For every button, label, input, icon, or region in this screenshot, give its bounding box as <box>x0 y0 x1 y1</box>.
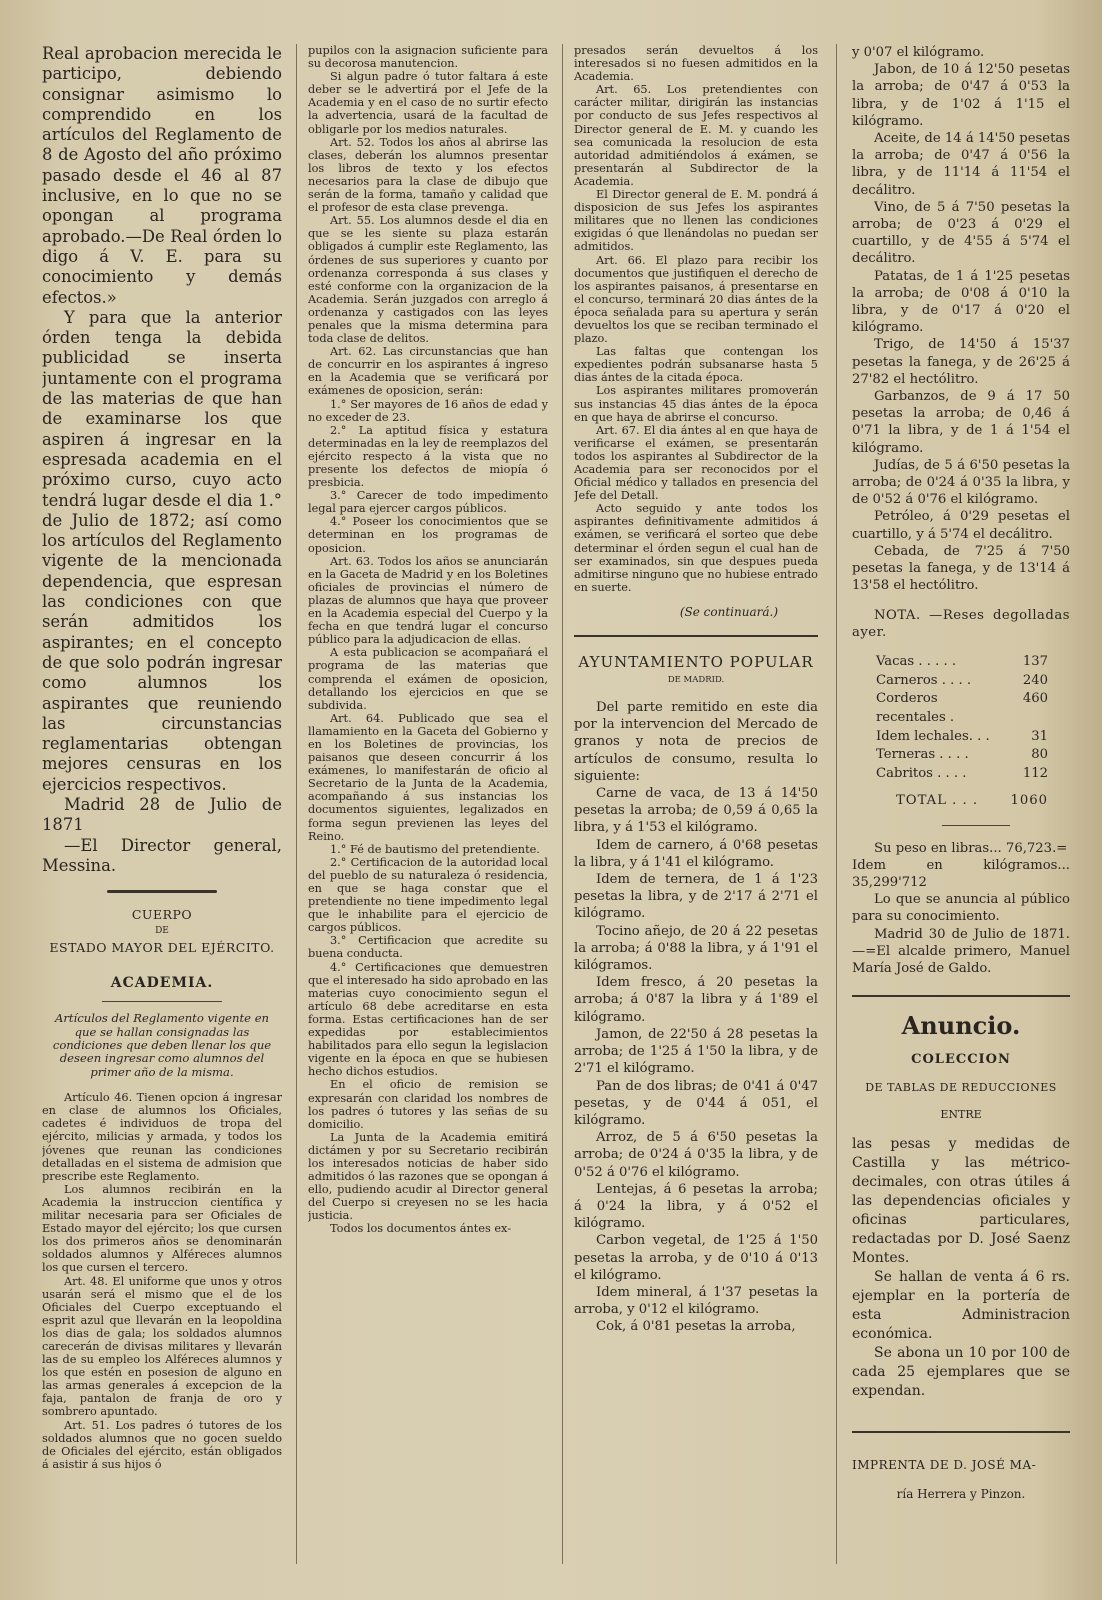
table-cell: Carneros . . . . <box>876 672 972 688</box>
paragraph: Real aprobacion merecida le participo, debiendo consignar asimismo lo comprendido en los artículos del Reglamento de 8 de Agosto del año próximo pasado desde el 46 al 87 inclusive, en lo que no se opongan al programa aprobado.—De Real órden lo digo á V. E. para su conocimiento y demás efectos.» <box>42 44 282 307</box>
section-heading-name: ESTADO MAYOR DEL EJÉRCITO. <box>49 940 275 956</box>
paragraph: El Director general de E. M. pondrá á disposicion de sus Jefes los aspirantes militares que no llenen las condiciones exigidas ó que llenándolas no puedan ser admitidos. <box>574 188 818 254</box>
price-entry: Judías, de 5 á 6'50 pesetas la arroba; de 0'24 á 0'35 la libra, y de 0'52 á 0'76 el kilógramo. <box>852 457 1070 508</box>
price-entry: Jamon, de 22'50 á 28 pesetas la arroba; de 1'25 á 1'50 la libra, y de 2'71 el kilógramo. <box>574 1026 818 1077</box>
price-entry: Garbanzos, de 9 á 17 50 pesetas la arroba; de 0,46 á 0'71 la libra, y de 1 á 1'54 el kilógramo. <box>852 389 1070 456</box>
article: Art. 52. Todos los años al abrirse las clases, deberán los alumnos presentar los libros de texto y los efectos necesarios para la clase de dibujo que serán de la forma, tamaño y calidad que el profesor de esta clase prevenga. <box>308 135 548 215</box>
column-2 <box>308 44 548 1584</box>
table-cell: Vacas . . . . . <box>876 653 957 669</box>
paragraph: La Junta de la Academia emitirá dictámen y por su Secretario recibirán los interesados noticias de haber sido admitidos ó las razones que se opongan á ello, pudiendo acudir al Director general del Cuerpo si creyesen no se les hacia justicia. <box>308 1130 548 1223</box>
column-divider <box>836 44 837 1564</box>
price-entry: Patatas, de 1 á 1'25 pesetas la arroba; de 0'08 á 0'10 la libra, y de 0'17 á 0'20 el kilógramo. <box>852 268 1070 336</box>
article: Art. 55. Los alumnos desde el dia en que se les siente su plaza estarán obligados á cumplir este Reglamento, las órdenes de sus superiores y cuanto por ordenanza corresponda á sus clases y esté conforme con la organizacion de la Academia. Serán juzgados con arreglo á ordenanza y castigados con las leyes penales que la misma determina para toda clase de delitos. <box>308 214 548 346</box>
table-cell: Idem lechales. . . <box>876 728 990 744</box>
paragraph: Su peso en libras... 76,723.= <box>874 840 1068 856</box>
table-row <box>852 672 1070 691</box>
paragraph: Acto seguido y ante todos los aspirantes definitivamente admitidos á exámen, se verificará el sorteo que debe determinar el órden segun el cual han de ser examinados, sin que despues pueda admitirse ninguno que no hubiese entrado en suerte. <box>574 502 818 594</box>
paragraph: Las faltas que contengan los expedientes podrán subsanarse hasta 5 dias ántes de la citada época. <box>574 345 818 385</box>
price-entry: Idem mineral, á 1'37 pesetas la arroba, y 0'12 el kilógramo. <box>574 1284 818 1318</box>
announcement-subheading: ENTRE <box>940 1108 982 1122</box>
price-entry: Cok, á 0'81 pesetas la arroba, <box>596 1319 796 1335</box>
paragraph: Todos los documentos ántes ex- <box>330 1222 512 1236</box>
article: Art. 48. El uniforme que unos y otros usarán será el mismo que el de los Oficiales del Cuerpo exceptuando el esprit azul que llevarán en la leopoldina los dias de gala; los soldados alumnos carecerán de divisas militares y llevarán las de su empleo los Alféreces alumnos y los que estén en posesion de alguno en las armas generales á excepcion de la faja, pantalon de franja de oro y sombrero apuntado. <box>42 1274 282 1419</box>
paragraph: pupilos con la asignacion suficiente para su decorosa manutencion. <box>308 44 548 71</box>
separator <box>107 890 217 893</box>
article: Los alumnos recibirán en la Academia la instruccion científica y militar necesaria para ser Oficiales de Estado mayor del ejército; los que cursen los dos primeros años se denominarán soldados alumnos y Alféreces alumnos los que cursen el tercero. <box>42 1182 282 1275</box>
price-entry: Carne de vaca, de 13 á 14'50 pesetas la arroba; de 0,59 á 0,65 la libra, y á 1'53 el kilógramo. <box>574 786 818 836</box>
table-cell: Cabritos . . . . <box>876 766 967 782</box>
article: Art. 66. El plazo para recibir los documentos que justifiquen el derecho de los aspirantes paisanos, á presentarse en el concurso, terminará 20 dias ántes de la época señalada para su apertura y serán devueltos los que se reciban terminado el plazo. <box>574 253 818 346</box>
paragraph: Idem en kilógramos... 35,299'712 <box>852 857 1070 890</box>
table-cell: Corderos recentales . <box>876 691 955 726</box>
paragraph: Si algun padre ó tutor faltara á este deber se le advertirá por el Jefe de la Academia y en el caso de no surtir efecto la advertencia, usará de la facultad de obligarle por los medios naturales. <box>308 70 548 136</box>
column-divider <box>296 44 297 1564</box>
section-heading-de: DE <box>155 926 169 937</box>
article: Art. 65. Los pretendientes con carácter militar, dirigirán las instancias por conducto de sus Jefes respectivos al Director general de E. M. y cuando les sea comunicada la resolucion de esta autoridad admitiéndolos á exámen, se presentarán al Subdirector de la Academia. <box>574 83 818 188</box>
price-entry: Carbon vegetal, de 1'25 á 1'50 pesetas la arroba, y de 0'10 á 0'13 el kilógramo. <box>574 1233 818 1283</box>
list-item: 2.° Certificacion de la autoridad local del pueblo de su naturaleza ó residencia, en que se haga constar que el pretendiente no tiene impedimento legal que le inhabilite para el ejercicio de cargos públicos. <box>308 855 548 935</box>
price-entry: Cebada, de 7'25 á 7'50 pesetas la fanega, y de 13'14 á 13'58 el hectólitro. <box>852 543 1070 594</box>
price-entry: Pan de dos libras; de 0'41 á 0'47 pesetas, y de 0'44 á 051, el kilógramo. <box>574 1078 818 1128</box>
table-row <box>852 746 1070 765</box>
paragraph: Se hallan de venta á 6 rs. ejemplar en la portería de esta Administracion económica. <box>852 1269 1070 1343</box>
price-entry: Vino, de 5 á 7'50 pesetas la arroba; de 0'23 á 0'29 el cuartillo, y de 4'55 á 5'74 el decálitro. <box>852 199 1070 267</box>
list-item: 2.° La aptitud física y estatura determinadas en la ley de reemplazos del ejército respecto á la vista que no presente los defectos de miopía ó presbicia. <box>308 423 548 490</box>
table-row <box>852 728 1070 747</box>
separator <box>852 1431 1070 1433</box>
separator <box>102 1001 222 1002</box>
date-line: Madrid 28 de Julio de 1871 <box>42 794 282 835</box>
price-entry: Lentejas, á 6 pesetas la arroba; á 0'24 la libra, y á 0'52 el kilógramo. <box>574 1181 818 1232</box>
section-heading: CUERPO <box>131 907 193 923</box>
table-row <box>852 765 1070 784</box>
column-divider <box>562 44 563 1564</box>
list-item: 4.° Poseer los conocimientos que se determinan en los programas de oposicion. <box>308 515 548 555</box>
separator <box>942 825 1010 826</box>
total-label: TOTAL . . . <box>896 792 979 808</box>
signature: —El Director general, Messina. <box>42 835 282 875</box>
table-row <box>852 653 1070 672</box>
table-cell: 112 <box>1022 766 1048 782</box>
table-cell: 240 <box>1022 672 1048 688</box>
column-1 <box>42 44 282 1584</box>
total-value: 1060 <box>1010 792 1048 808</box>
price-entry: Tocino añejo, de 20 á 22 pesetas la arroba; á 0'88 la libra, y á 1'91 el kilógramos. <box>574 923 818 974</box>
article: Art. 64. Publicado que sea el llamamiento en la Gaceta del Gobierno y en los Boletines de provincias, los paisanos que deseen concurrir á los exámenes, lo manifestarán de oficio al Secretario de la Junta de la Academia, acompañando á sus instancias los documentos siguientes, legalizados en forma segun previenen las leyes del Reino. <box>308 711 548 843</box>
table-cell: 31 <box>1031 728 1048 744</box>
price-entry: Idem fresco, á 20 pesetas la arroba; á 0'87 la libra y á 1'89 el kilógramo. <box>574 975 818 1025</box>
price-entry: y 0'07 el kilógramo. <box>852 45 985 60</box>
paragraph: Se abona un 10 por 100 de cada 25 ejemplares que se expendan. <box>852 1345 1070 1400</box>
printer-line: ría Herrera y Pinzon. <box>896 1487 1026 1502</box>
list-item: 3.° Certificacion que acredite su buena conducta. <box>308 934 548 961</box>
cattle-table <box>852 653 1070 811</box>
announcement-subheading: DE TABLAS DE REDUCCIONES <box>865 1081 1057 1095</box>
list-item: 1.° Ser mayores de 16 años de edad y no exceder de 23. <box>308 397 548 424</box>
paragraph: En el oficio de remision se expresarán con claridad los nombres de los padres ó tutores y las señas de su domicilio. <box>308 1078 548 1131</box>
article: Artículo 46. Tienen opcion á ingresar en clase de alumnos los Oficiales, cadetes é individuos de tropa del ejército, milicias y armada, y todos los jóvenes que reunan las condiciones detalladas en el sistema de admision que prescribe este Reglamento. <box>42 1091 282 1183</box>
continued-note: (Se continuará.) <box>679 604 778 619</box>
table-cell: 80 <box>1031 747 1048 763</box>
price-entry: Idem de ternera, de 1 á 1'23 pesetas la libra, y de 2'17 á 2'71 el kilógramo. <box>574 872 818 922</box>
price-entry: Idem de carnero, á 0'68 pesetas la libra, y á 1'41 el kilógramo. <box>574 837 818 870</box>
paragraph: Y para que la anterior órden tenga la debida publicidad se inserta juntamente con el programa de las materias de que han de examinarse los que aspiren á ingresar en la espresada academia en el próximo curso, cuyo acto tendrá lugar desde el dia 1.° de Julio de 1872; así como los artículos del Reglamento vigente de la mencionada dependencia, que espresan las condiciones con que serán admitidos los aspirantes; en el concepto de que solo podrán ingresar como alumnos los aspirantes que reuniendo las circunstancias reglamentarias obtengan mejores censuras en los ejercicios respectivos. <box>42 307 282 794</box>
table-row <box>852 690 1070 727</box>
table-cell: 137 <box>1022 653 1048 669</box>
paragraph: Lo que se anuncia al público para su conocimiento. <box>852 892 1070 925</box>
article: Art. 51. Los padres ó tutores de los soldados alumnos que no gocen sueldo de Oficiales del ejército, están obligados á asistir á sus hijos ó <box>42 1418 282 1471</box>
table-cell: 460 <box>1022 691 1048 707</box>
price-entry: Petróleo, á 0'29 pesetas el cuartillo, y á 5'74 el decálitro. <box>852 509 1070 542</box>
table-total-row <box>852 792 1070 811</box>
section-subheading: DE MADRID. <box>667 675 725 686</box>
price-entry: Jabon, de 10 á 12'50 pesetas la arroba; de 0'47 á 0'53 la libra, y de 1'02 á 1'15 el kilógramo. <box>852 62 1070 129</box>
article: Art. 63. Todos los años se anunciarán en la Gaceta de Madrid y en los Boletines oficiales de provincias el número de plazas de alumnos que haya que proveer en la Academia especial del Cuerpo y la fecha en que tendrá lugar el concurso público para la adjudicacion de ellas. <box>308 554 548 647</box>
column-3 <box>574 44 818 1584</box>
article: Art. 67. El dia ántes al en que haya de verificarse el exámen, se presentarán todos los aspirantes al Subdirector de la Academia para ser reconocidos por el Oficial médico y tallados en presencia del Jefe del Detall. <box>574 423 818 503</box>
section-heading: AYUNTAMIENTO POPULAR <box>578 653 814 672</box>
article: Art. 62. Las circunstancias que han de concurrir en los aspirantes á ingreso en la Academia que se verificará por exámenes de oposicion, serán: <box>308 345 548 398</box>
table-cell: Terneras . . . . <box>876 747 969 763</box>
paragraph: Madrid 30 de Julio de 1871.—=El alcalde primero, Manuel María José de Galdo. <box>852 926 1070 976</box>
intro-italic: Artículos del Reglamento vigente en que se hallan consignadas las condiciones que deben llenar los que deseen ingresar como alumnos del primer año de la misma. <box>52 1011 272 1079</box>
paragraph: Los aspirantes militares promoverán sus instancias 45 dias ántes de la época en que haya de abrirse el concurso. <box>574 384 818 424</box>
subsection-title: ACADEMIA. <box>110 975 214 992</box>
note-heading: NOTA. —Reses degolladas ayer. <box>852 607 1070 640</box>
list-item: 4.° Certificaciones que demuestren que el interesado ha sido aprobado en las materias cuyo conocimiento segun el artículo 68 debe acreditarse en esta forma. Estas certificaciones han de ser expedidas por establecimientos habilitados para ello segun la legislacion vigente en la época en que se hubiesen hecho dichos estudios. <box>308 960 548 1079</box>
paragraph: A esta publicacion se acompañará el programa de las materias que comprenda el exámen de oposicion, detallando los ejercicios en que se subdivida. <box>308 646 548 712</box>
column-4 <box>852 44 1070 1584</box>
paragraph: las pesas y medidas de Castilla y las métrico-decimales, con otras útiles á las dependencias oficiales y oficinas particulares, redactadas por D. José Saenz Montes. <box>852 1136 1070 1267</box>
list-item: 1.° Fé de bautismo del pretendiente. <box>330 842 540 856</box>
printer-line: IMPRENTA DE D. JOSÉ MA- <box>852 1458 1037 1473</box>
price-entry: Aceite, de 14 á 14'50 pesetas la arroba; de 0'47 á 0'56 la libra, y de 11'14 á 11'54 el decálitro. <box>852 131 1070 198</box>
price-entry: Arroz, de 5 á 6'50 pesetas la arroba; de 0'24 á 0'35 la libra, y de 0'52 á 0'76 el kilógramo. <box>574 1130 818 1180</box>
announcement-title: Anuncio. <box>901 1011 1021 1041</box>
paragraph: presados serán devueltos á los interesados si no fuesen admitidos en la Academia. <box>574 44 818 84</box>
list-item: 3.° Carecer de todo impedimento legal para ejercer cargos públicos. <box>308 489 548 516</box>
price-entry: Trigo, de 14'50 á 15'37 pesetas la fanega, y de 26'25 á 27'82 el hectólitro. <box>852 337 1070 387</box>
announcement-heading: COLECCION <box>911 1052 1011 1068</box>
separator <box>574 635 818 637</box>
paragraph: Del parte remitido en este dia por la intervencion del Mercado de granos y nota de precios de artículos de consumo, resulta lo siguiente: <box>574 700 818 784</box>
separator <box>852 995 1070 997</box>
